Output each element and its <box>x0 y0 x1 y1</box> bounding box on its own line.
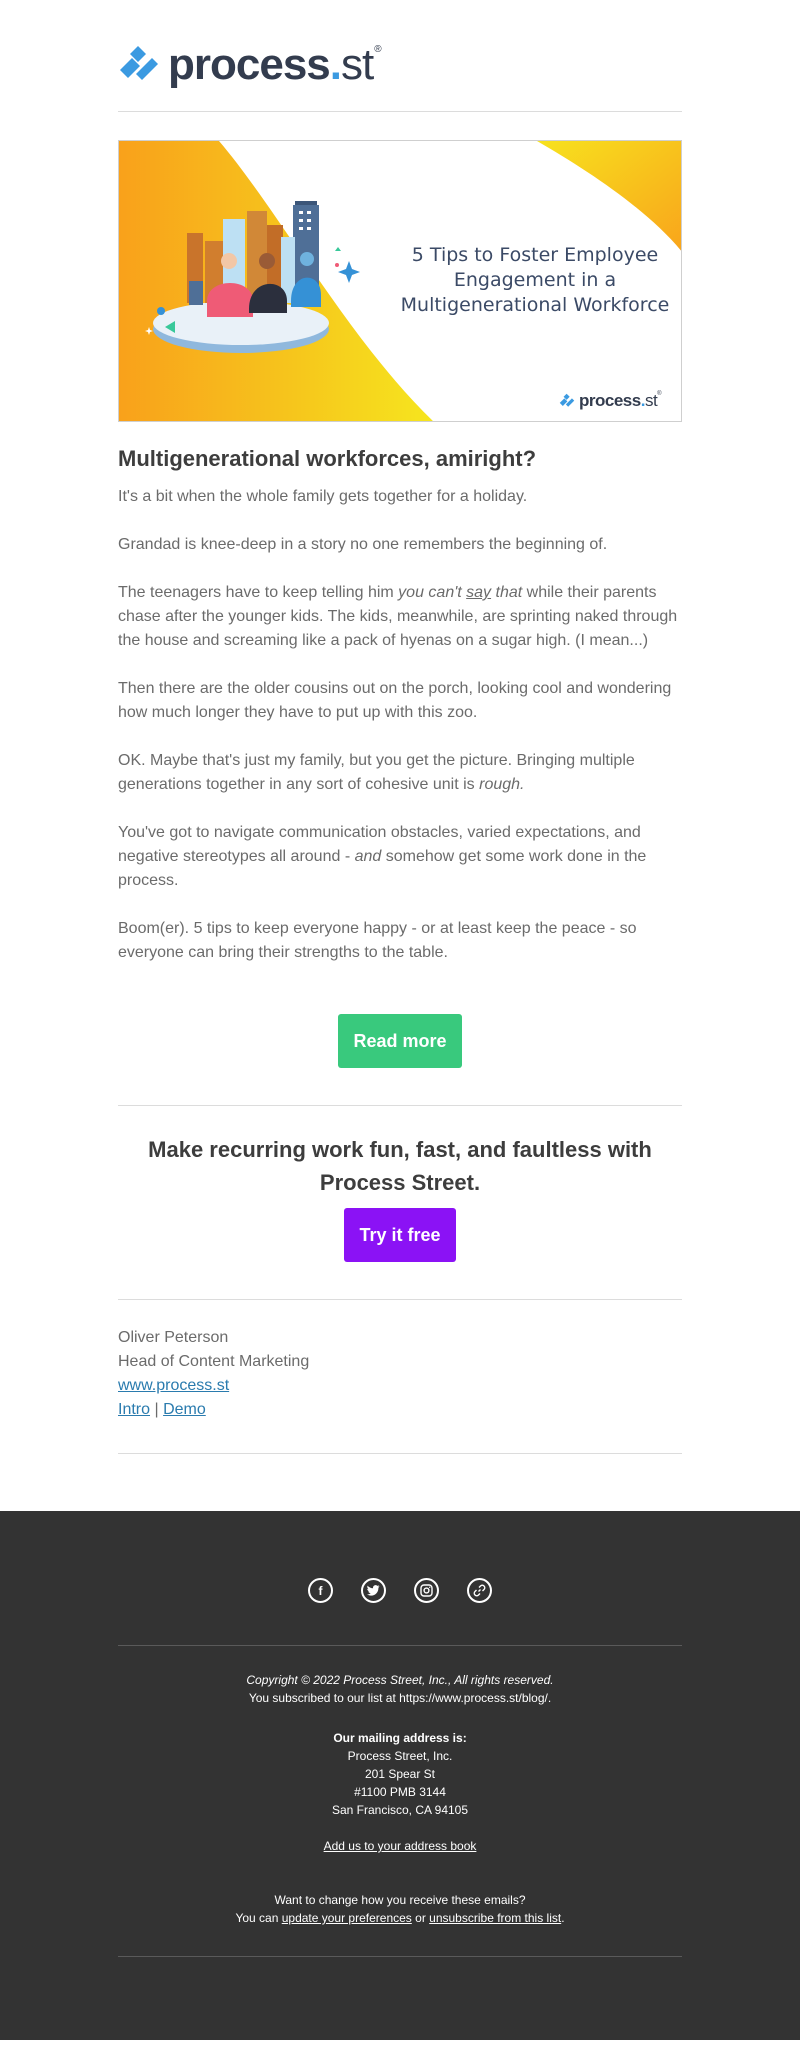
logo-wordmark: process.st <box>168 40 374 89</box>
read-more-button[interactable]: Read more <box>338 1014 462 1068</box>
registered-mark: ® <box>374 44 382 55</box>
paragraph-6: You've got to navigate communication obstacles, varied expectations, and negative stereotypes all around - and somehow get some work done in the process. <box>118 824 647 889</box>
paragraph-3: The teenagers have to keep telling him you can't say that while their parents chase after the younger kids. The kids, meanwhile, are sprinting naked through the house and screaming like a pack of hyenas on a sugar high. (I mean...) <box>118 584 678 649</box>
address-line: San Francisco, CA 94105 <box>331 1803 469 1817</box>
footer-divider <box>118 1645 682 1646</box>
email-content <box>118 0 682 1454</box>
email-header <box>118 0 682 112</box>
article-headline: Multigenerational workforces, amiright? <box>118 446 537 471</box>
read-more-row <box>118 1014 682 1068</box>
hero-logo-wordmark: process.st <box>579 391 658 410</box>
preferences-block <box>118 1891 682 1927</box>
link-divider: | <box>154 1401 159 1418</box>
paragraph-2: Grandad is knee-deep in a story no one remembers the beginning of. <box>118 536 608 553</box>
signature-block <box>118 1326 682 1422</box>
divider <box>118 1299 682 1300</box>
intro-link[interactable]: Intro <box>118 1401 151 1418</box>
hero-logo-icon <box>559 393 575 409</box>
link-icon[interactable] <box>467 1578 492 1603</box>
footer-legal <box>118 1671 682 1707</box>
try-it-free-button[interactable]: Try it free <box>344 1208 456 1262</box>
address-line: #1100 PMB 3144 <box>354 1785 446 1799</box>
address-line: Process Street, Inc. <box>347 1749 453 1763</box>
email-footer <box>0 1511 800 2040</box>
process-street-logo[interactable] <box>118 42 682 88</box>
update-preferences-link[interactable]: update your preferences <box>281 1911 412 1925</box>
address-book-row <box>118 1837 682 1855</box>
divider <box>118 1453 682 1454</box>
website-link[interactable]: www.process.st <box>118 1377 230 1394</box>
change-prompt: Want to change how you receive these emails? <box>274 1893 526 1907</box>
social-links <box>0 1578 800 1603</box>
mailing-label: Our mailing address is: <box>333 1731 467 1745</box>
twitter-icon[interactable] <box>361 1578 386 1603</box>
signature-name: Oliver Peterson <box>118 1329 229 1346</box>
process-street-logo-icon <box>118 44 160 86</box>
facebook-icon[interactable]: f <box>308 1578 333 1603</box>
preferences-line: You can update your preferences or unsubscribe from this list. <box>235 1911 565 1925</box>
add-to-address-book-link[interactable]: Add us to your address book <box>323 1839 477 1853</box>
demo-link[interactable]: Demo <box>163 1401 206 1418</box>
paragraph-5: OK. Maybe that's just my family, but you get the picture. Bringing multiple generations together in any sort of cohesive unit is rough. <box>118 752 635 793</box>
footer-divider <box>118 1956 682 1957</box>
copyright-text: Copyright © 2022 Process Street, Inc., All rights reserved. <box>246 1673 554 1687</box>
hero-title: 5 Tips to Foster Employee Engagement in a Multigenerational Workforce <box>400 244 670 316</box>
hero-banner[interactable] <box>118 140 682 422</box>
paragraph-7: Boom(er). 5 tips to keep everyone happy - or at least keep the peace - so everyone can bring their strengths to the table. <box>118 920 637 961</box>
mailing-address <box>118 1729 682 1819</box>
signature-links <box>118 1398 682 1422</box>
try-it-free-row <box>118 1208 682 1262</box>
address-line: 201 Spear St <box>364 1767 436 1781</box>
subscribed-text: You subscribed to our list at https://www.process.st/blog/. <box>248 1691 552 1705</box>
hero-logo <box>559 391 662 411</box>
instagram-icon[interactable] <box>414 1578 439 1603</box>
signature-role: Head of Content Marketing <box>118 1353 310 1370</box>
paragraph-4: Then there are the older cousins out on the porch, looking cool and wondering how much longer they have to put up with this zoo. <box>118 680 672 721</box>
divider <box>118 1105 682 1106</box>
cta-title: Make recurring work fun, fast, and faultless with Process Street. <box>148 1137 652 1195</box>
unsubscribe-link[interactable]: unsubscribe from this list <box>429 1911 562 1925</box>
paragraph-1: It's a bit when the whole family gets together for a holiday. <box>118 488 528 505</box>
hero-registered-mark: ® <box>657 391 662 397</box>
